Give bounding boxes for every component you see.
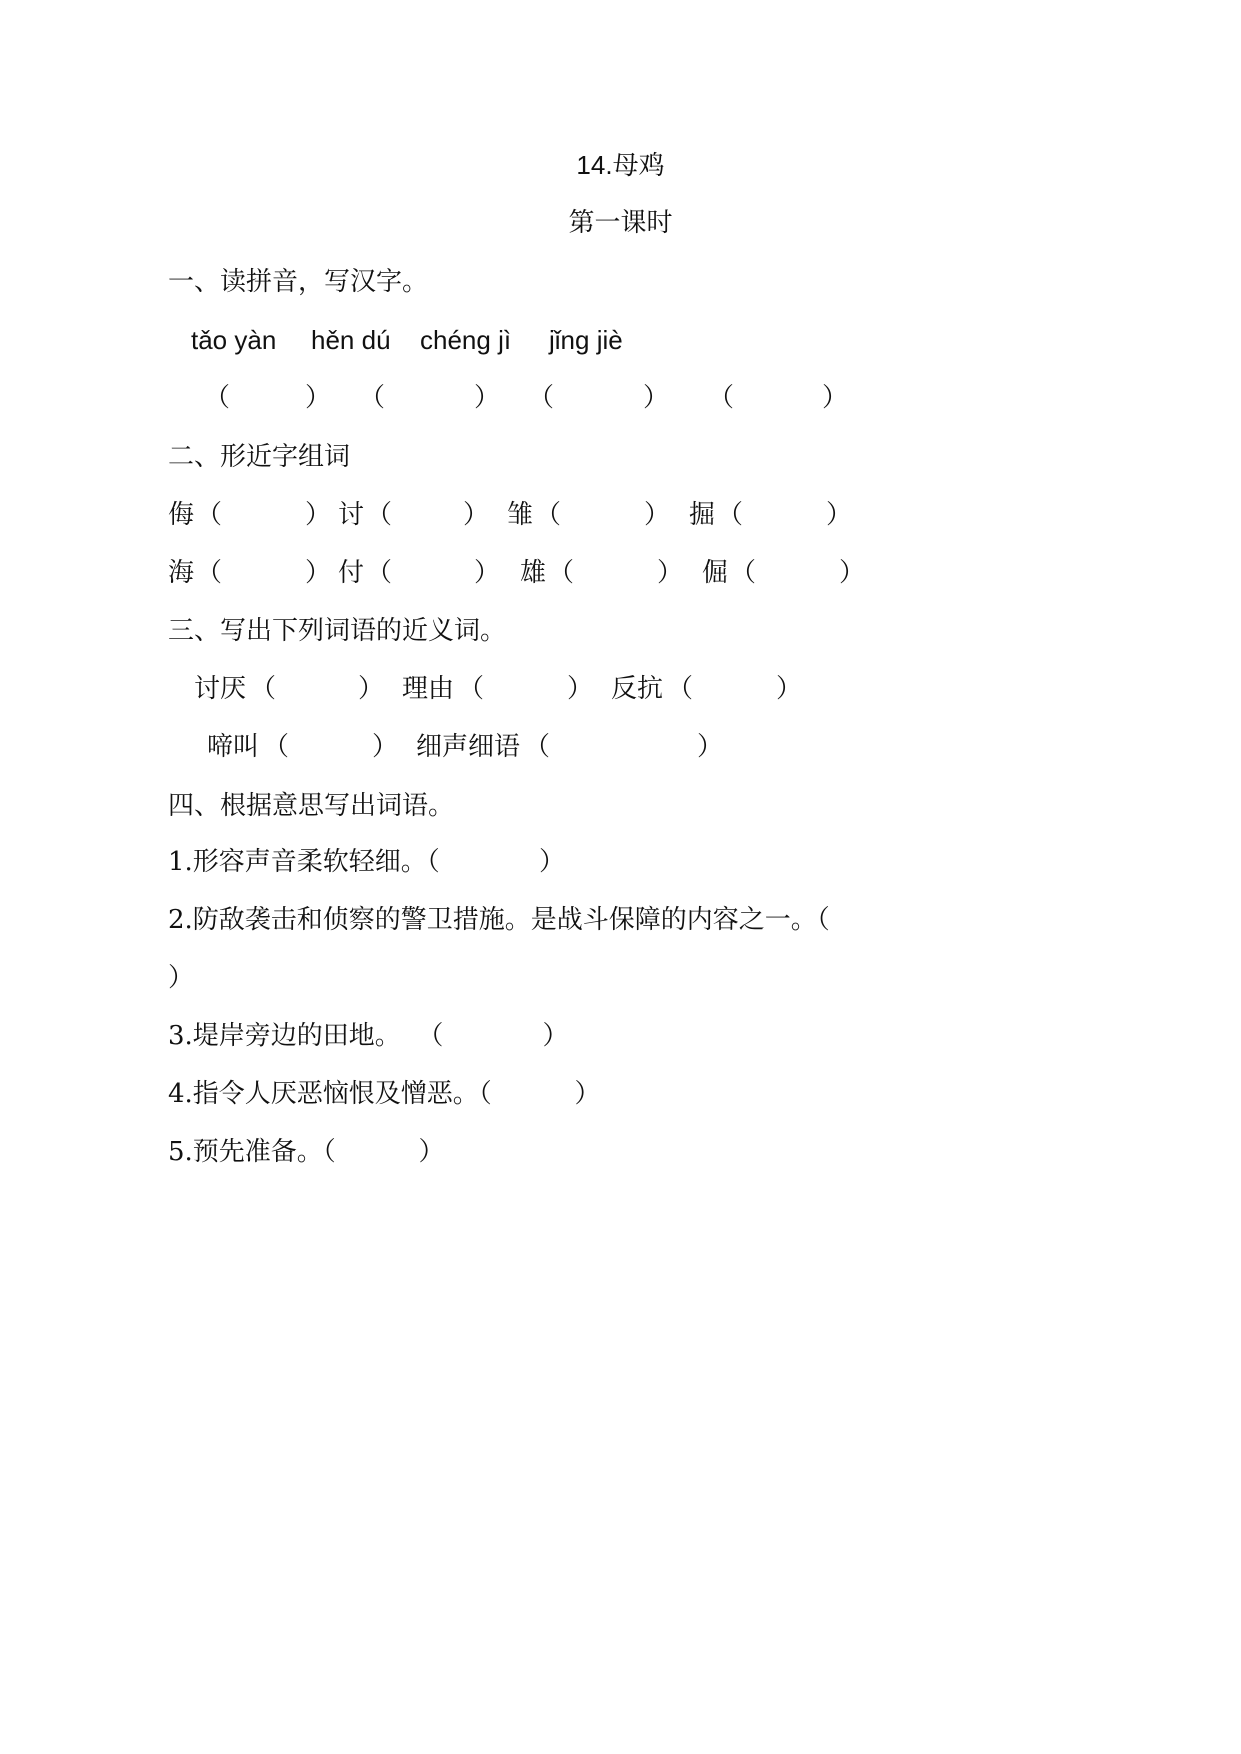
word-row2-1: 啼叫: [207, 732, 260, 762]
char-row1-2: 讨: [338, 500, 365, 530]
definition-item-4: 4.指令人厌恶恼恨及憎恶。（ ）: [168, 1079, 601, 1109]
blank-row1-2-close: ）: [463, 500, 490, 530]
answer-blank-3-open[interactable]: （: [528, 383, 555, 413]
definition-item-2: 2.防敌袭击和侦察的警卫措施。是战斗保障的内容之一。（: [168, 905, 830, 935]
answer-blank-3-close: ）: [643, 383, 670, 413]
blank-row2-2-close: ）: [474, 558, 501, 588]
synonym-blank-1-open[interactable]: （: [250, 674, 277, 704]
blank-row2-3-close: ）: [657, 558, 684, 588]
definition-item-2-close: ）: [168, 963, 195, 993]
blank-row2-2-open[interactable]: （: [366, 558, 393, 588]
synonym-blank-3-close: ）: [776, 674, 803, 704]
char-row1-3: 雏: [507, 500, 534, 530]
word-row1-1: 讨厌: [194, 674, 247, 704]
pinyin-1: tǎo yàn: [191, 325, 277, 355]
blank-row1-2-open[interactable]: （: [366, 500, 393, 530]
pinyin-4: jǐng jiè: [549, 325, 623, 355]
pinyin-3: chéng jì: [420, 325, 512, 355]
blank-row1-4-close: ）: [826, 500, 853, 530]
answer-blank-1-close: ）: [305, 383, 332, 413]
char-row2-2: 付: [338, 558, 365, 588]
blank-row2-3-open[interactable]: （: [548, 558, 575, 588]
page-title: 14.母鸡: [576, 150, 665, 180]
answer-blank-2-close: ）: [474, 383, 501, 413]
section-3-heading: 三、写出下列词语的近义词。: [168, 616, 507, 646]
word-row1-2: 理由: [402, 674, 455, 704]
synonym-blank-4-open[interactable]: （: [263, 732, 290, 762]
word-row2-2: 细声细语: [416, 732, 521, 762]
synonym-blank-2-close: ）: [567, 674, 594, 704]
section-4-heading: 四、根据意思写出词语。: [168, 791, 455, 821]
char-row1-4: 掘: [689, 500, 716, 530]
section-2-heading: 二、形近字组词: [168, 442, 351, 472]
char-row2-1: 海: [168, 558, 195, 588]
synonym-blank-5-close: ）: [697, 732, 724, 762]
pinyin-2: hěn dú: [311, 325, 391, 355]
answer-blank-4-open[interactable]: （: [708, 383, 735, 413]
char-row2-3: 雄: [520, 558, 547, 588]
char-row1-1: 侮: [168, 500, 195, 530]
synonym-blank-5-open[interactable]: （: [524, 732, 551, 762]
blank-row1-3-close: ）: [644, 500, 671, 530]
definition-item-5: 5.预先准备。（ ）: [168, 1137, 445, 1167]
section-1-heading: 一、读拼音，写汉字。: [168, 267, 429, 297]
char-row2-4: 倔: [702, 558, 729, 588]
word-row1-3: 反抗: [611, 674, 664, 704]
blank-row1-1-open[interactable]: （: [196, 500, 223, 530]
answer-blank-1-open[interactable]: （: [204, 383, 231, 413]
blank-row2-1-close: ）: [305, 558, 332, 588]
blank-row1-3-open[interactable]: （: [535, 500, 562, 530]
synonym-blank-4-close: ）: [372, 732, 399, 762]
blank-row2-4-open[interactable]: （: [730, 558, 757, 588]
blank-row1-1-close: ）: [305, 500, 332, 530]
blank-row2-1-open[interactable]: （: [196, 558, 223, 588]
answer-blank-2-open[interactable]: （: [359, 383, 386, 413]
definition-item-3: 3.堤岸旁边的田地。 （ ）: [168, 1021, 569, 1051]
synonym-blank-3-open[interactable]: （: [667, 674, 694, 704]
blank-row2-4-close: ）: [839, 558, 866, 588]
page-subtitle: 第一课时: [568, 208, 673, 238]
answer-blank-4-close: ）: [822, 383, 849, 413]
definition-item-1: 1.形容声音柔软轻细。（ ）: [168, 847, 565, 877]
blank-row1-4-open[interactable]: （: [717, 500, 744, 530]
synonym-blank-2-open[interactable]: （: [458, 674, 485, 704]
synonym-blank-1-close: ）: [358, 674, 385, 704]
